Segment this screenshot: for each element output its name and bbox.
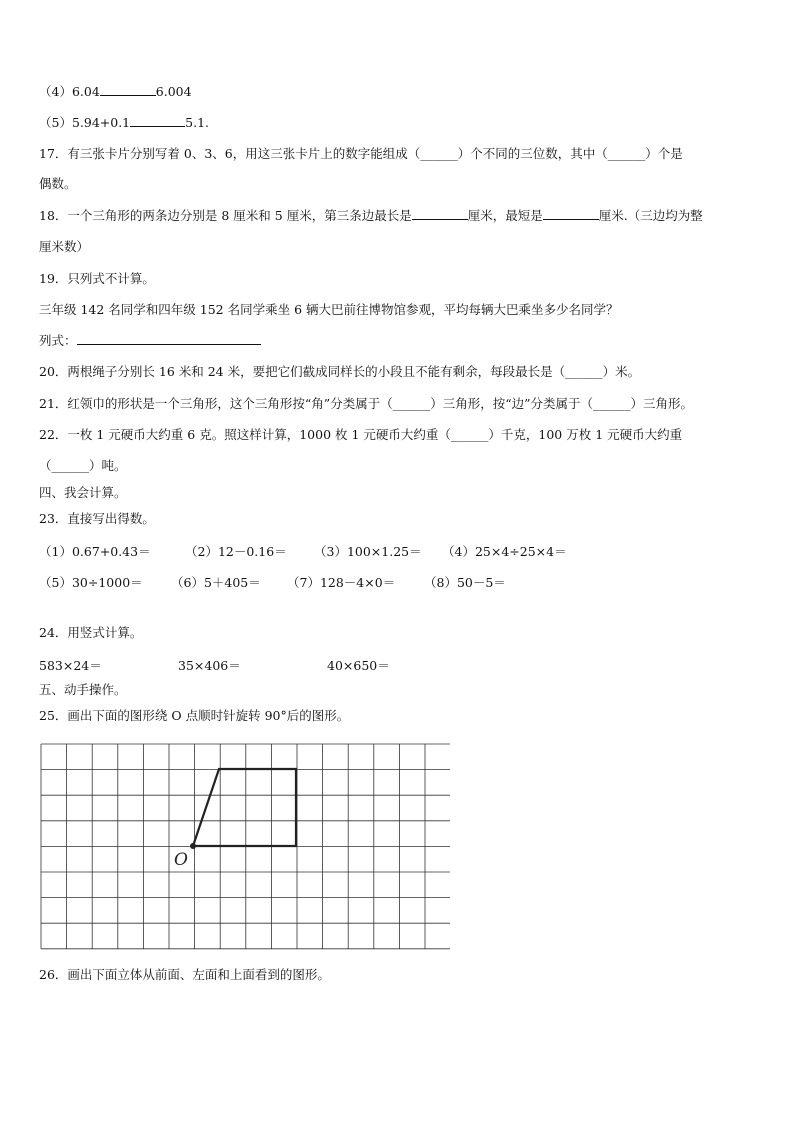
point-o-dot xyxy=(190,843,196,849)
q26-title: 26．画出下面立体从前面、左面和上面看到的图形。 xyxy=(39,967,330,982)
q19-formula-blank[interactable] xyxy=(77,333,261,345)
q23-item-6: （6）5＋405＝ xyxy=(171,575,261,590)
q23-item-7: （7）128－4×0＝ xyxy=(287,575,396,590)
q23-item-1: （1）0.67+0.43＝ xyxy=(39,544,151,559)
rotation-grid[interactable] xyxy=(40,743,450,951)
q24-item-2: 35×406＝ xyxy=(178,658,241,673)
q22-line-2: （______）吨。 xyxy=(39,458,127,473)
q18-line-2: 厘米数） xyxy=(39,239,90,254)
q23-item-2: （2）12－0.16＝ xyxy=(185,544,287,559)
q24-item-1: 583×24＝ xyxy=(39,658,102,673)
point-o-label: O xyxy=(174,850,188,870)
q16-5-left: （5）5.94+0.1 xyxy=(39,115,131,130)
q23-item-8: （8）50－5＝ xyxy=(424,575,506,590)
q23-item-5: （5）30÷1000＝ xyxy=(39,575,143,590)
q16-5-right: 5.1. xyxy=(185,115,209,130)
q18-text-2: 厘米，最短是 xyxy=(467,208,543,223)
q23-title: 23．直接写出得数。 xyxy=(39,511,155,526)
q16-5-blank[interactable] xyxy=(130,115,185,127)
q17-line-1: 17．有三张卡片分别写着 0、3、6，用这三张卡片上的数字能组成（______）个不同的三位数，其中（______）个是 xyxy=(39,146,683,161)
q18-text-1: 18．一个三角形的两条边分别是 8 厘米和 5 厘米，第三条边最长是 xyxy=(39,208,412,223)
q21-text: 21．红领巾的形状是一个三角形，这个三角形按“角”分类属于（______）三角形，按“边”分类属于（______）三角形。 xyxy=(39,396,693,411)
q20-text: 20．两根绳子分别长 16 米和 24 米，要把它们截成同样长的小段且不能有剩余，每段最长是（______）米。 xyxy=(39,364,641,379)
q16-item-5 xyxy=(39,115,209,131)
q16-item-4 xyxy=(39,84,192,100)
section-4-heading: 四、我会计算。 xyxy=(39,485,127,500)
q16-4-blank[interactable] xyxy=(100,84,156,96)
q18-blank-shortest[interactable] xyxy=(543,208,599,220)
q24-item-3: 40×650＝ xyxy=(327,658,390,673)
q18-line-1 xyxy=(39,208,703,224)
q17-line-2: 偶数。 xyxy=(39,176,77,191)
q23-item-4: （4）25×4÷25×4＝ xyxy=(442,544,567,559)
q19-formula-line xyxy=(39,333,261,349)
q16-4-left: （4）6.04 xyxy=(39,84,100,99)
q19-question: 三年级 142 名同学和四年级 152 名同学乘坐 6 辆大巴前往博物馆参观，平均每辆大巴乘坐多少名同学？ xyxy=(39,302,619,317)
q19-title: 19．只列式不计算。 xyxy=(39,271,155,286)
q18-text-3: 厘米.（三边均为整 xyxy=(598,208,703,223)
q23-item-3: （3）100×1.25＝ xyxy=(314,544,422,559)
q16-4-right: 6.004 xyxy=(155,84,192,99)
q19-formula-label: 列式： xyxy=(39,333,77,348)
q25-title: 25．画出下面的图形绕 O 点顺时针旋转 90°后的图形。 xyxy=(39,708,350,723)
section-5-heading: 五、动手操作。 xyxy=(39,682,127,697)
parallelogram-shape xyxy=(193,769,296,846)
q24-title: 24．用竖式计算。 xyxy=(39,625,143,640)
q18-blank-longest[interactable] xyxy=(412,208,468,220)
q22-line-1: 22．一枚 1 元硬币大约重 6 克。照这样计算，1000 枚 1 元硬币大约重（______）千克，100 万枚 1 元硬币大约重 xyxy=(39,427,683,442)
